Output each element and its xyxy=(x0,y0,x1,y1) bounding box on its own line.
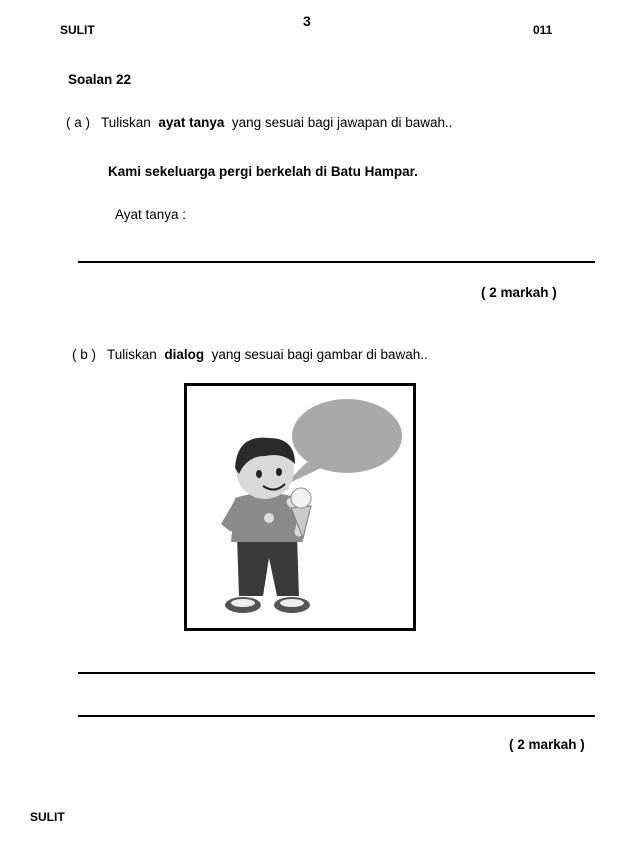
answer-prompt: Ayat tanya : xyxy=(115,207,187,222)
answer-line-a[interactable] xyxy=(78,261,595,263)
part-b-keyword: dialog xyxy=(164,347,205,362)
part-a-instruction xyxy=(66,115,453,130)
speech-bubble-icon xyxy=(281,399,402,490)
header-sulit-left: SULIT xyxy=(60,23,95,37)
part-b-text-before: Tuliskan xyxy=(107,347,157,362)
part-b-label: ( b ) xyxy=(72,347,97,362)
picture-frame xyxy=(184,383,416,631)
footer-sulit: SULIT xyxy=(30,810,65,824)
part-a-marks: ( 2 markah ) xyxy=(481,285,557,300)
page-number: 3 xyxy=(303,13,311,29)
answer-line-b2[interactable] xyxy=(78,715,595,717)
answer-line-b1[interactable] xyxy=(78,672,595,674)
part-b-text-after: yang sesuai bagi gambar di bawah.. xyxy=(211,347,428,362)
part-a-text-after: yang sesuai bagi jawapan di bawah.. xyxy=(231,115,453,130)
part-a-label: ( a ) xyxy=(66,115,91,130)
given-sentence: Kami sekeluarga pergi berkelah di Batu Hampar. xyxy=(108,164,418,179)
header-code-right: 011 xyxy=(533,23,553,37)
question-title: Soalan 22 xyxy=(68,72,132,87)
boy-eating-ice-cream-illustration xyxy=(187,386,413,628)
part-b-instruction xyxy=(72,347,428,362)
part-a-text-before: Tuliskan xyxy=(101,115,151,130)
part-a-keyword: ayat tanya xyxy=(158,115,225,130)
part-b-marks: ( 2 markah ) xyxy=(509,737,585,752)
